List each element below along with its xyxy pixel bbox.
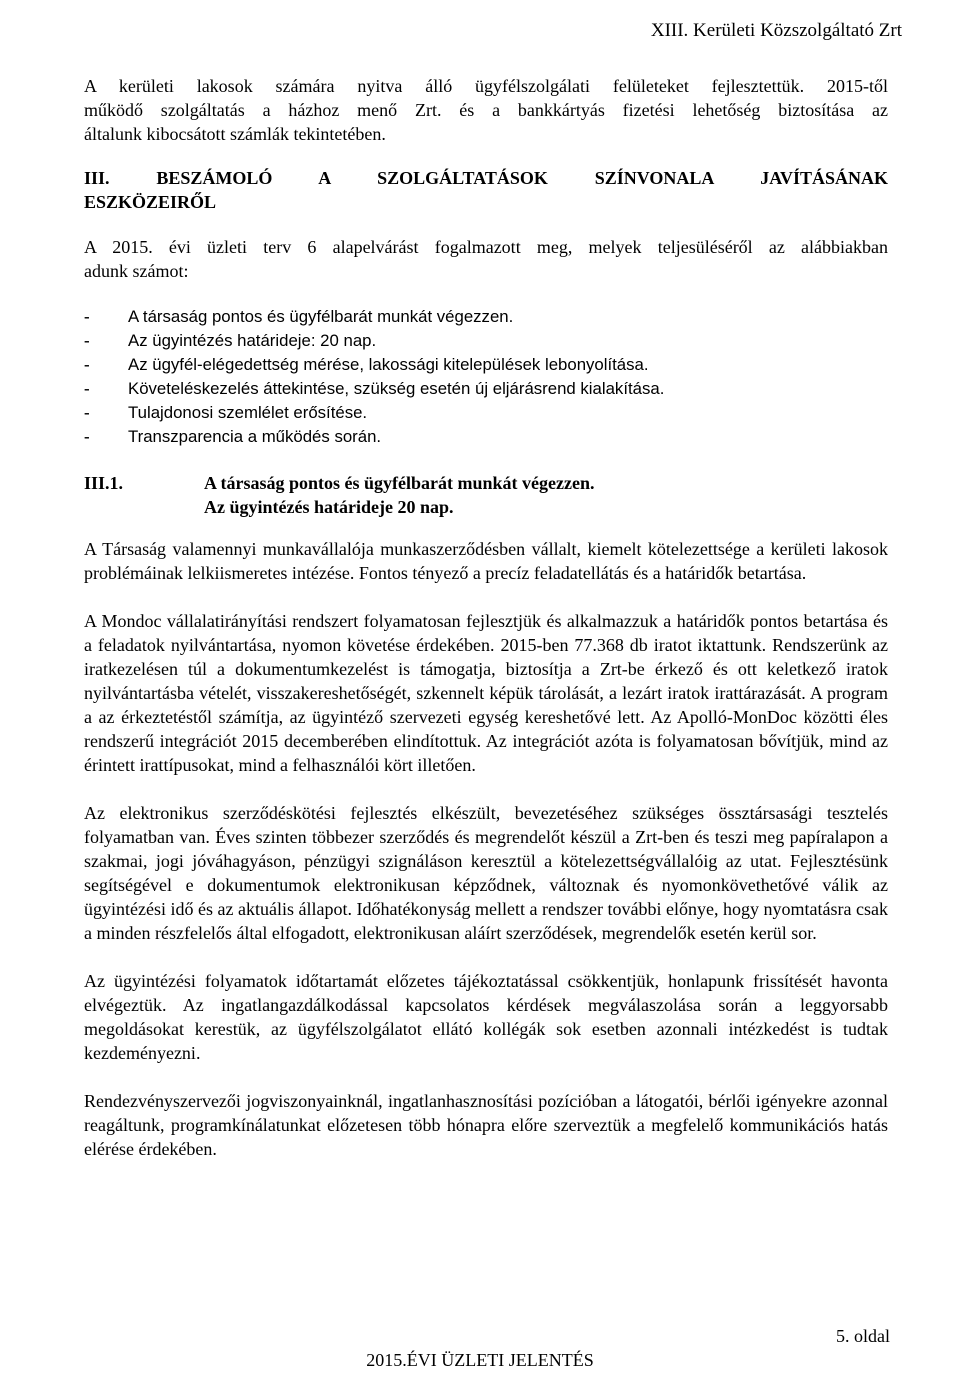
list-item-text: Követeléskezelés áttekintése, szükség esetén új eljárásrend kialakítása. [128,379,665,398]
list-item-text: A társaság pontos és ügyfélbarát munkát végezzen. [128,307,514,326]
bullet-dash: - [84,355,90,374]
running-header: XIII. Kerületi Közszolgáltató Zrt [650,20,902,41]
subsection-heading [84,471,888,519]
page-number: 5. oldal [836,1326,890,1346]
body-paragraph: Rendezvényszervezői jogviszonyainknál, ingatlanhasznosítási pozícióban a látogatói, bérlői igényekre azonnal reagáltunk, programkínálatunkat előzetesen több hónapra előre szerveztük a megfelelő kommunikációs hatás elérése érdekében. [84,1091,888,1159]
list-item-text: Transzparencia a működés során. [128,427,382,446]
list-item [84,377,888,401]
bullet-dash: - [84,427,90,446]
document-body [84,74,888,1161]
intro-line: működő szolgáltatás a házhoz menő Zrt. és a bankkártyás fizetési lehetőség biztosítása az [84,100,888,120]
list-item [84,329,888,353]
body-paragraph: A Társaság valamennyi munkavállalója munkaszerződésben vállalt, kiemelt kötelezettsége a kerületi lakosok problémáinak lelkiismeretes intézése. Fontos tényező a precíz feladatellátás és a határidők betartása. [84,539,888,583]
intro-line: A kerületi lakosok számára nyitva álló ügyfélszolgálati felületeket fejlesztettük. 2015-től [84,76,888,96]
section-title: III. BESZÁMOLÓ A SZOLGÁLTATÁSOK SZÍNVONALA JAVÍTÁSÁNAK [84,168,888,188]
subsection-title-row [84,495,888,519]
lead-line: A 2015. évi üzleti terv 6 alapelvárást fogalmazott meg, melyek teljesüléséről az alábbiakban [84,237,888,257]
intro-line: általunk kibocsátott számlák tekintetében. [84,124,386,144]
bullet-dash: - [84,307,90,326]
list-item-text: Tulajdonosi szemlélet erősítése. [128,403,368,422]
intro-paragraph [84,74,888,146]
body-paragraph: Az elektronikus szerződéskötési fejlesztés elkészült, bevezetéséhez szükséges össztársasági tesztelés folyamatban van. Éves szinten többezer szerződés és megrendelőt készül a Zrt-ben és teszi meg papíralapon a szakmai, jogi jóváhagyáson, pénzügyi szignáláson keresztül a kötelezettségvállalóig az utat. Fejlesztésünk segítségével e dokumentumok elektronikusan képződnek, változnak és nyomonkövethetővé válik az ügyintézési idő és az aktuális állapot. Időhatékonyság mellett a rendszer további előnye, hogy nyomtatásra csak a minden részfelelős által elfogadott, elektronikusan aláírt szerződések, megrendelők esetén kerül sor. [84,803,888,943]
list-item [84,425,888,449]
subsection-title: Az ügyintézés határideje 20 nap. [204,497,454,517]
section-title-cont: ESZKÖZEIRŐL [84,192,217,212]
lead-paragraph [84,235,888,283]
bullet-dash: - [84,379,90,398]
lead-line: adunk számot: [84,261,189,281]
body-paragraph: A Mondoc vállalatirányítási rendszert folyamatosan fejlesztjük és alkalmazzuk a határidők pontos betartása és a feladatok nyilvántartása, nyomon követése érdekében. 2015-ben 77.368 db iratot iktattunk. Rendszerünk az iratkezelésen túl a dokumentumkezelést is támogatja, biztosítja a Zrt-be érkező és ott keletkező iratok nyilvántartásba vételét, visszakereshetőségét, szkennelt képük tárolását, a lezárt iratok irattárazását. A program a az érkeztetéstől számítja, az ügyintéző szervezeti egység kereshetővé lett. Az Apolló-MonDoc közötti éles rendszerű integrációt 2015 decemberében elindítottuk. Az integrációt azóta is folyamatosan bővítjük, mind az érintett irattípusokat, mind a felhasználói kört illetően. [84,611,888,775]
section-heading [84,166,888,214]
subsection-title-row [84,471,888,495]
body-paragraph: Az ügyintézési folyamatok időtartamát előzetes tájékoztatással csökkentjük, honlapunk frissítését havonta elvégeztük. Az ingatlangazdálkodással kapcsolatos kérdések megválaszolása során a leggyorsabb megoldásokat kerestük, az ügyfélszolgálatot ellátó kollégák sok esetben azonnali intézkedést is tudtak kezdeményezni. [84,971,888,1063]
list-item [84,401,888,425]
subsection-number: III.1. [84,473,124,493]
list-item [84,353,888,377]
footer-title: 2015.ÉVI ÜZLETI JELENTÉS [366,1350,594,1370]
list-item-text: Az ügyfél-elégedettség mérése, lakossági kitelepülések lebonyolítása. [128,355,649,374]
list-item [84,305,888,329]
goal-list [84,305,888,449]
bullet-dash: - [84,331,90,350]
list-item-text: Az ügyintézés határideje: 20 nap. [128,331,377,350]
bullet-dash: - [84,403,90,422]
subsection-title: A társaság pontos és ügyfélbarát munkát végezzen. [204,473,595,493]
